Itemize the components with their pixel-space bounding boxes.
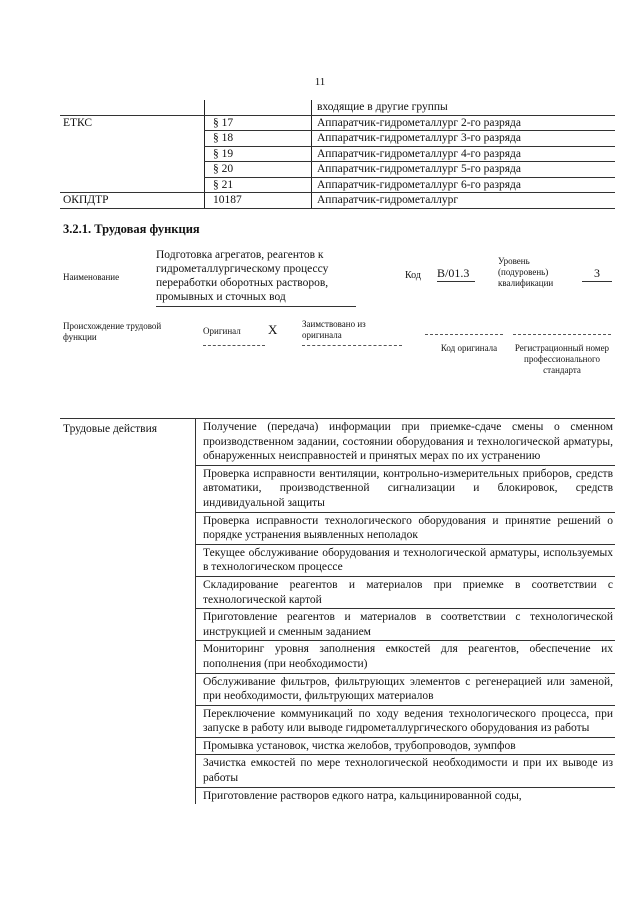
table-row: [60, 162, 615, 178]
list-item: Проверка исправности технологического оборудования и принятие решений о порядке устранения выявленных неполадок: [196, 513, 615, 545]
name-label: Наименование: [63, 272, 120, 282]
table-row: [60, 115, 615, 131]
labor-actions-label: Трудовые действия: [60, 419, 196, 805]
origin-label: Происхождение трудовой функции: [63, 321, 162, 342]
original-label: Оригинал: [203, 326, 265, 346]
etks-code: § 21: [205, 177, 312, 193]
etks-name: Аппаратчик-гидрометаллург 2-го разряда: [312, 115, 616, 131]
etks-label: [60, 146, 205, 162]
labor-actions-table: [60, 418, 615, 804]
list-item: Переключение коммуникаций по ходу ведения технологического процесса, при запуске в работу или выводе гидрометаллургического оборудования из работы: [196, 706, 615, 738]
table-row: [60, 100, 615, 115]
etks-name: Аппаратчик-гидрометаллург 6-го разряда: [312, 177, 616, 193]
original-mark: X: [268, 322, 278, 337]
code-original-box: [425, 312, 503, 335]
list-item: Текущее обслуживание оборудования и технологической арматуры, используемых в технологическом процессе: [196, 545, 615, 577]
table-row: [60, 193, 615, 209]
table-row: [60, 177, 615, 193]
etks-code: § 17: [205, 115, 312, 131]
table-row: [60, 131, 615, 147]
etks-name: Аппаратчик-гидрометаллург: [312, 193, 616, 209]
etks-table: [60, 100, 615, 209]
level-value: 3: [582, 266, 612, 282]
list-item: Получение (передача) информации при приемке-сдаче смены о сменном производственном задании, состоянии оборудования и технологической арматуры, обнаруженных неисправностей и принятых мерах по их устранению: [196, 419, 615, 466]
etks-name: входящие в другие группы: [312, 100, 616, 115]
reg-number-caption: Регистрационный номер профессионального стандарта: [514, 343, 610, 375]
etks-name: Аппаратчик-гидрометаллург 5-го разряда: [312, 162, 616, 178]
table-row: [60, 419, 615, 805]
etks-label: [60, 100, 205, 115]
function-name: Подготовка агрегатов, реагентов к гидрометаллургическому процессу переработки оборотных растворов, промывных и сточных вод: [156, 248, 356, 307]
list-item: Складирование реагентов и материалов при приемке в соответствии с технологической картой: [196, 577, 615, 609]
function-code: В/01.3: [437, 266, 475, 282]
list-item: Обслуживание фильтров, фильтрующих элементов с регенерацией или заменой, при необходимости, фильтрующих материалов: [196, 674, 615, 706]
list-item: Приготовление растворов едкого натра, кальцинированной соды,: [203, 789, 522, 802]
etks-code: [205, 100, 312, 115]
reg-number-box: [513, 312, 611, 335]
section-heading: 3.2.1. Трудовая функция: [63, 222, 200, 236]
etks-label: ЕТКС: [63, 116, 93, 129]
etks-label: [60, 177, 205, 193]
code-label: Код: [405, 270, 421, 281]
etks-label: ОКПДТР: [60, 193, 205, 209]
labor-actions-list: [196, 419, 616, 805]
level-label: Уровень (подуровень) квалификации: [498, 256, 554, 288]
etks-code: 10187: [205, 193, 312, 209]
table-row: [60, 146, 615, 162]
list-item: Приготовление реагентов и материалов в соответствии с технологической инструкцией и сменным заданием: [196, 609, 615, 641]
list-item: Мониторинг уровня заполнения емкостей для реагентов, обеспечение их пополнения (при необходимости): [196, 641, 615, 673]
etks-label: [60, 162, 205, 178]
etks-label: [60, 131, 205, 147]
list-item: Проверка исправности вентиляции, контрольно-измерительных приборов, средств автоматики, производственной сигнализации и блокировок, средств индивидуальной защиты: [196, 466, 615, 513]
etks-code: § 18: [205, 131, 312, 147]
borrowed-label: Заимствовано из оригинала: [302, 319, 402, 346]
list-item: Зачистка емкостей по мере технологической необходимости и при их выводе из работы: [196, 755, 615, 787]
list-item: Промывка установок, чистка желобов, трубопроводов, зумпфов: [196, 738, 615, 756]
etks-name: Аппаратчик-гидрометаллург 4-го разряда: [312, 146, 616, 162]
page-number: 11: [314, 76, 326, 88]
etks-code: § 19: [205, 146, 312, 162]
code-original-caption: Код оригинала: [440, 343, 498, 353]
etks-code: § 20: [205, 162, 312, 178]
etks-name: Аппаратчик-гидрометаллург 3-го разряда: [312, 131, 616, 147]
